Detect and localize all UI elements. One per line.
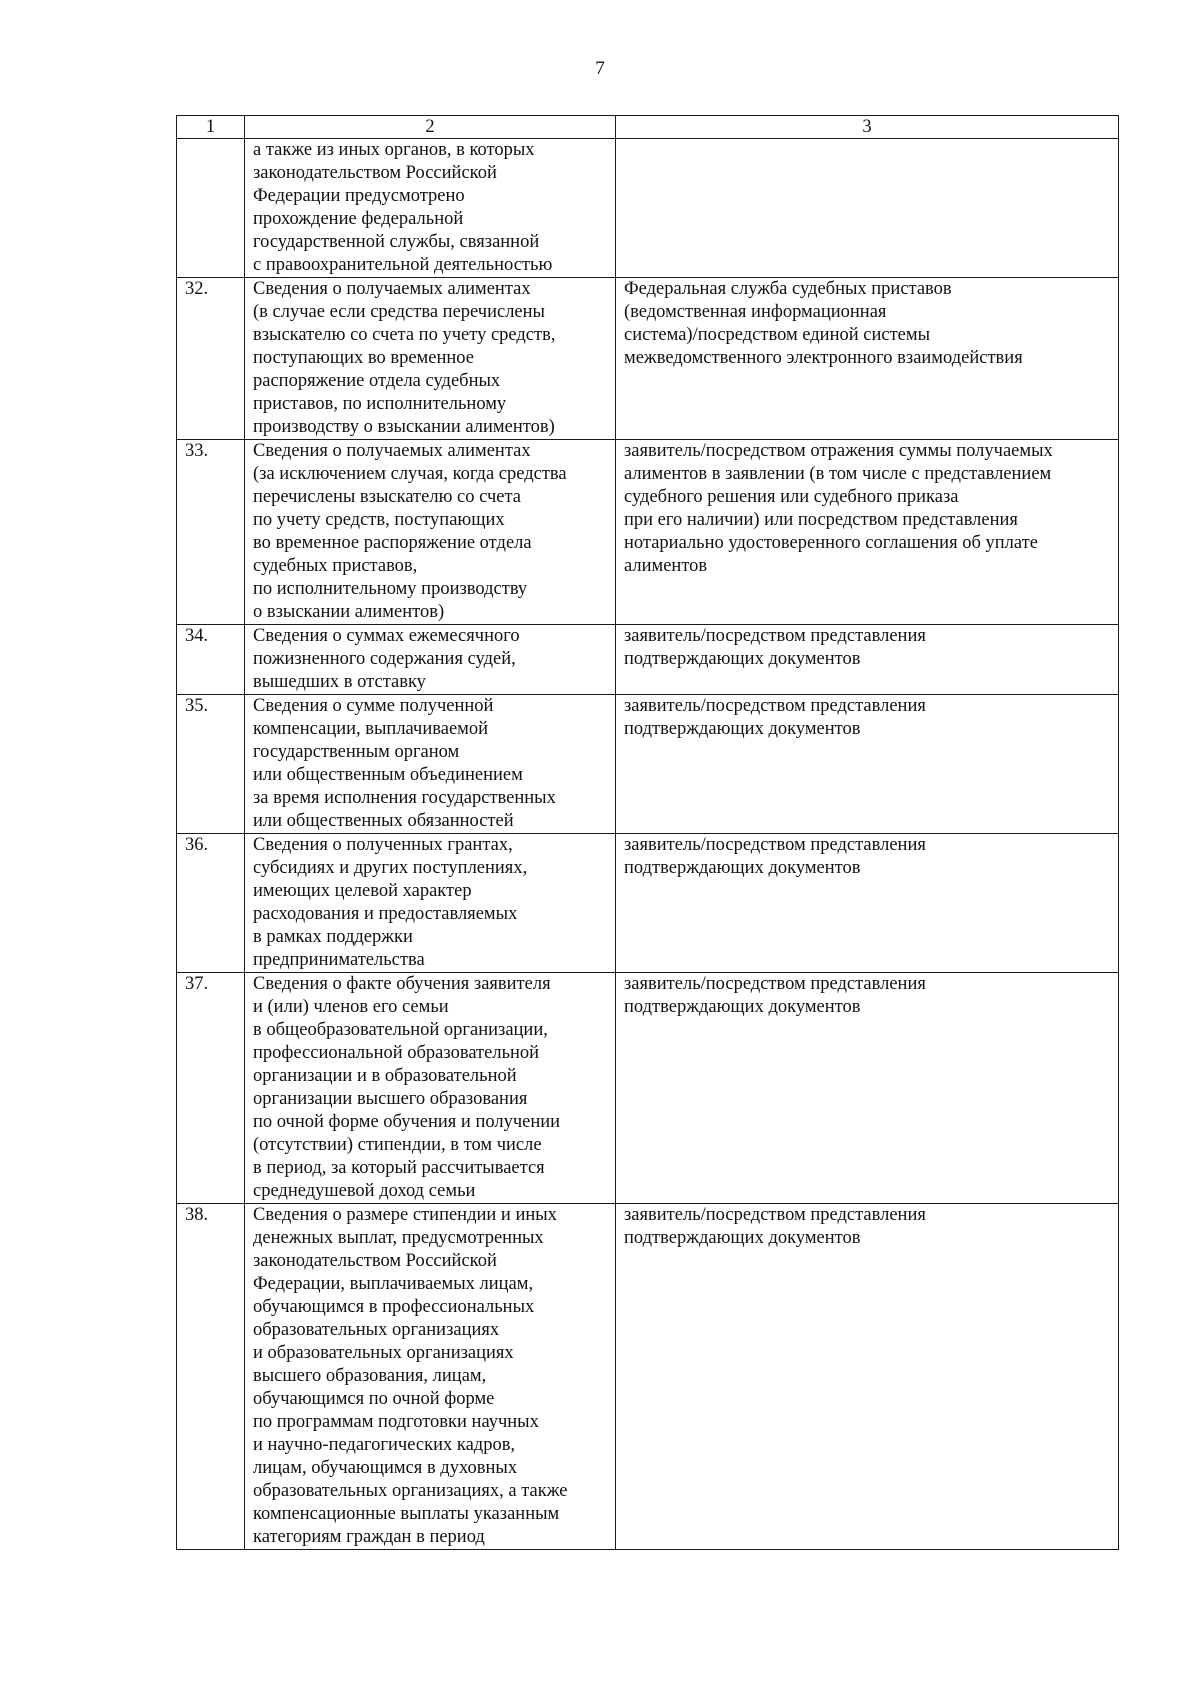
text-line: организации и в образовательной: [253, 1066, 517, 1086]
text-line: государственным органом: [253, 742, 460, 762]
text-line: в общеобразовательной организации,: [253, 1020, 548, 1040]
table-row: [177, 834, 1119, 973]
table-row: [177, 625, 1119, 695]
text-line: денежных выплат, предусмотренных: [253, 1228, 544, 1248]
text-line: межведомственного электронного взаимодействия: [624, 348, 1023, 368]
text-line: заявитель/посредством представления: [624, 1205, 926, 1225]
row-number: [177, 139, 245, 278]
source-cell: [616, 695, 1119, 834]
text-line: обучающимся по очной форме: [253, 1389, 495, 1409]
text-line: организации высшего образования: [253, 1089, 528, 1109]
text-line: о взыскании алиментов): [253, 602, 445, 622]
column-header-2: 2: [245, 116, 616, 139]
row-number: 38.: [177, 1204, 245, 1550]
text-line: заявитель/посредством представления: [624, 835, 926, 855]
text-line: заявитель/посредством представления: [624, 974, 926, 994]
text-line: по исполнительному производству: [253, 579, 528, 599]
header-row: [177, 116, 1119, 139]
text-line: заявитель/посредством представления: [624, 696, 926, 716]
text-line: высшего образования, лицам,: [253, 1366, 487, 1386]
column-header-1: 1: [177, 116, 245, 139]
text-line: субсидиях и других поступлениях,: [253, 858, 528, 878]
text-line: по учету средств, поступающих: [253, 510, 505, 530]
text-line: в рамках поддержки: [253, 927, 413, 947]
column-header-3: 3: [616, 116, 1119, 139]
text-line: алиментов: [624, 556, 708, 576]
text-line: (ведомственная информационная: [624, 302, 887, 322]
source-cell: [616, 973, 1119, 1204]
text-line: Федеральная служба судебных приставов: [624, 279, 952, 299]
text-line: Сведения о сумме полученной: [253, 696, 494, 716]
information-cell: [245, 278, 616, 440]
text-line: система)/посредством единой системы: [624, 325, 931, 345]
text-line: заявитель/посредством представления: [624, 626, 926, 646]
text-line: судебного решения или судебного приказа: [624, 487, 959, 507]
text-line: в период, за который рассчитывается: [253, 1158, 545, 1178]
text-line: образовательных организациях, а также: [253, 1481, 568, 1501]
text-line: Федерации, выплачиваемых лицам,: [253, 1274, 534, 1294]
text-line: и образовательных организациях: [253, 1343, 514, 1363]
row-number: 32.: [177, 278, 245, 440]
text-line: за время исполнения государственных: [253, 788, 556, 808]
text-line: с правоохранительной деятельностью: [253, 255, 553, 275]
source-cell: [616, 278, 1119, 440]
text-line: во временное распоряжение отдела: [253, 533, 532, 553]
text-line: законодательством Российской: [253, 1251, 497, 1271]
text-line: по очной форме обучения и получении: [253, 1112, 561, 1132]
text-line: пожизненного содержания судей,: [253, 649, 516, 669]
information-cell: [245, 625, 616, 695]
information-cell: [245, 139, 616, 278]
information-cell: [245, 695, 616, 834]
text-line: (за исключением случая, когда средства: [253, 464, 567, 484]
text-line: производству о взыскании алиментов): [253, 417, 555, 437]
text-line: компенсации, выплачиваемой: [253, 719, 489, 739]
text-line: Сведения о факте обучения заявителя: [253, 974, 551, 994]
text-line: поступающих во временное: [253, 348, 474, 368]
row-number: 36.: [177, 834, 245, 973]
text-line: государственной службы, связанной: [253, 232, 540, 252]
table-row: [177, 695, 1119, 834]
text-line: (отсутствии) стипендии, в том числе: [253, 1135, 542, 1155]
table-row: [177, 278, 1119, 440]
text-line: распоряжение отдела судебных: [253, 371, 501, 391]
row-number: 34.: [177, 625, 245, 695]
table-row: [177, 1204, 1119, 1550]
text-line: судебных приставов,: [253, 556, 418, 576]
text-line: (в случае если средства перечислены: [253, 302, 545, 322]
text-line: Федерации предусмотрено: [253, 186, 465, 206]
text-line: или общественных обязанностей: [253, 811, 514, 831]
text-line: предпринимательства: [253, 950, 425, 970]
information-cell: [245, 973, 616, 1204]
information-cell: [245, 834, 616, 973]
text-line: нотариально удостоверенного соглашения об уплате: [624, 533, 1038, 553]
table-body: [177, 139, 1119, 1550]
text-line: Сведения о размере стипендии и иных: [253, 1205, 557, 1225]
text-line: прохождение федеральной: [253, 209, 464, 229]
text-line: взыскателю со счета по учету средств,: [253, 325, 556, 345]
table-row: [177, 139, 1119, 278]
text-line: среднедушевой доход семьи: [253, 1181, 476, 1201]
text-line: и научно-педагогических кадров,: [253, 1435, 516, 1455]
text-line: категориям граждан в период: [253, 1527, 485, 1547]
text-line: алиментов в заявлении (в том числе с представлением: [624, 464, 1052, 484]
table-row: [177, 973, 1119, 1204]
text-line: Сведения о получаемых алиментах: [253, 441, 531, 461]
text-line: законодательством Российской: [253, 163, 497, 183]
text-line: лицам, обучающимся в духовных: [253, 1458, 518, 1478]
row-number: 35.: [177, 695, 245, 834]
table-row: [177, 440, 1119, 625]
source-cell: [616, 834, 1119, 973]
text-line: профессиональной образовательной: [253, 1043, 540, 1063]
text-line: подтверждающих документов: [624, 858, 861, 878]
text-line: при его наличии) или посредством представления: [624, 510, 1018, 530]
source-cell: [616, 139, 1119, 278]
row-number: 33.: [177, 440, 245, 625]
text-line: компенсационные выплаты указанным: [253, 1504, 560, 1524]
text-line: имеющих целевой характер: [253, 881, 472, 901]
text-line: и (или) членов его семьи: [253, 997, 449, 1017]
text-line: подтверждающих документов: [624, 649, 861, 669]
text-line: по программам подготовки научных: [253, 1412, 539, 1432]
text-line: Сведения о суммах ежемесячного: [253, 626, 520, 646]
text-line: перечислены взыскателю со счета: [253, 487, 521, 507]
text-line: заявитель/посредством отражения суммы получаемых: [624, 441, 1053, 461]
text-line: подтверждающих документов: [624, 1228, 861, 1248]
text-line: Сведения о полученных грантах,: [253, 835, 513, 855]
source-cell: [616, 1204, 1119, 1550]
text-line: а также из иных органов, в которых: [253, 140, 535, 160]
text-line: приставов, по исполнительному: [253, 394, 507, 414]
row-number: 37.: [177, 973, 245, 1204]
text-line: расходования и предоставляемых: [253, 904, 518, 924]
text-line: или общественным объединением: [253, 765, 523, 785]
text-line: вышедших в отставку: [253, 672, 426, 692]
source-cell: [616, 625, 1119, 695]
page-number: 7: [595, 58, 605, 79]
document-table: [176, 115, 1119, 1550]
text-line: подтверждающих документов: [624, 997, 861, 1017]
source-cell: [616, 440, 1119, 625]
table-header: [177, 116, 1119, 139]
text-line: обучающимся в профессиональных: [253, 1297, 535, 1317]
information-cell: [245, 440, 616, 625]
information-cell: [245, 1204, 616, 1550]
text-line: подтверждающих документов: [624, 719, 861, 739]
text-line: Сведения о получаемых алиментах: [253, 279, 531, 299]
text-line: образовательных организациях: [253, 1320, 500, 1340]
